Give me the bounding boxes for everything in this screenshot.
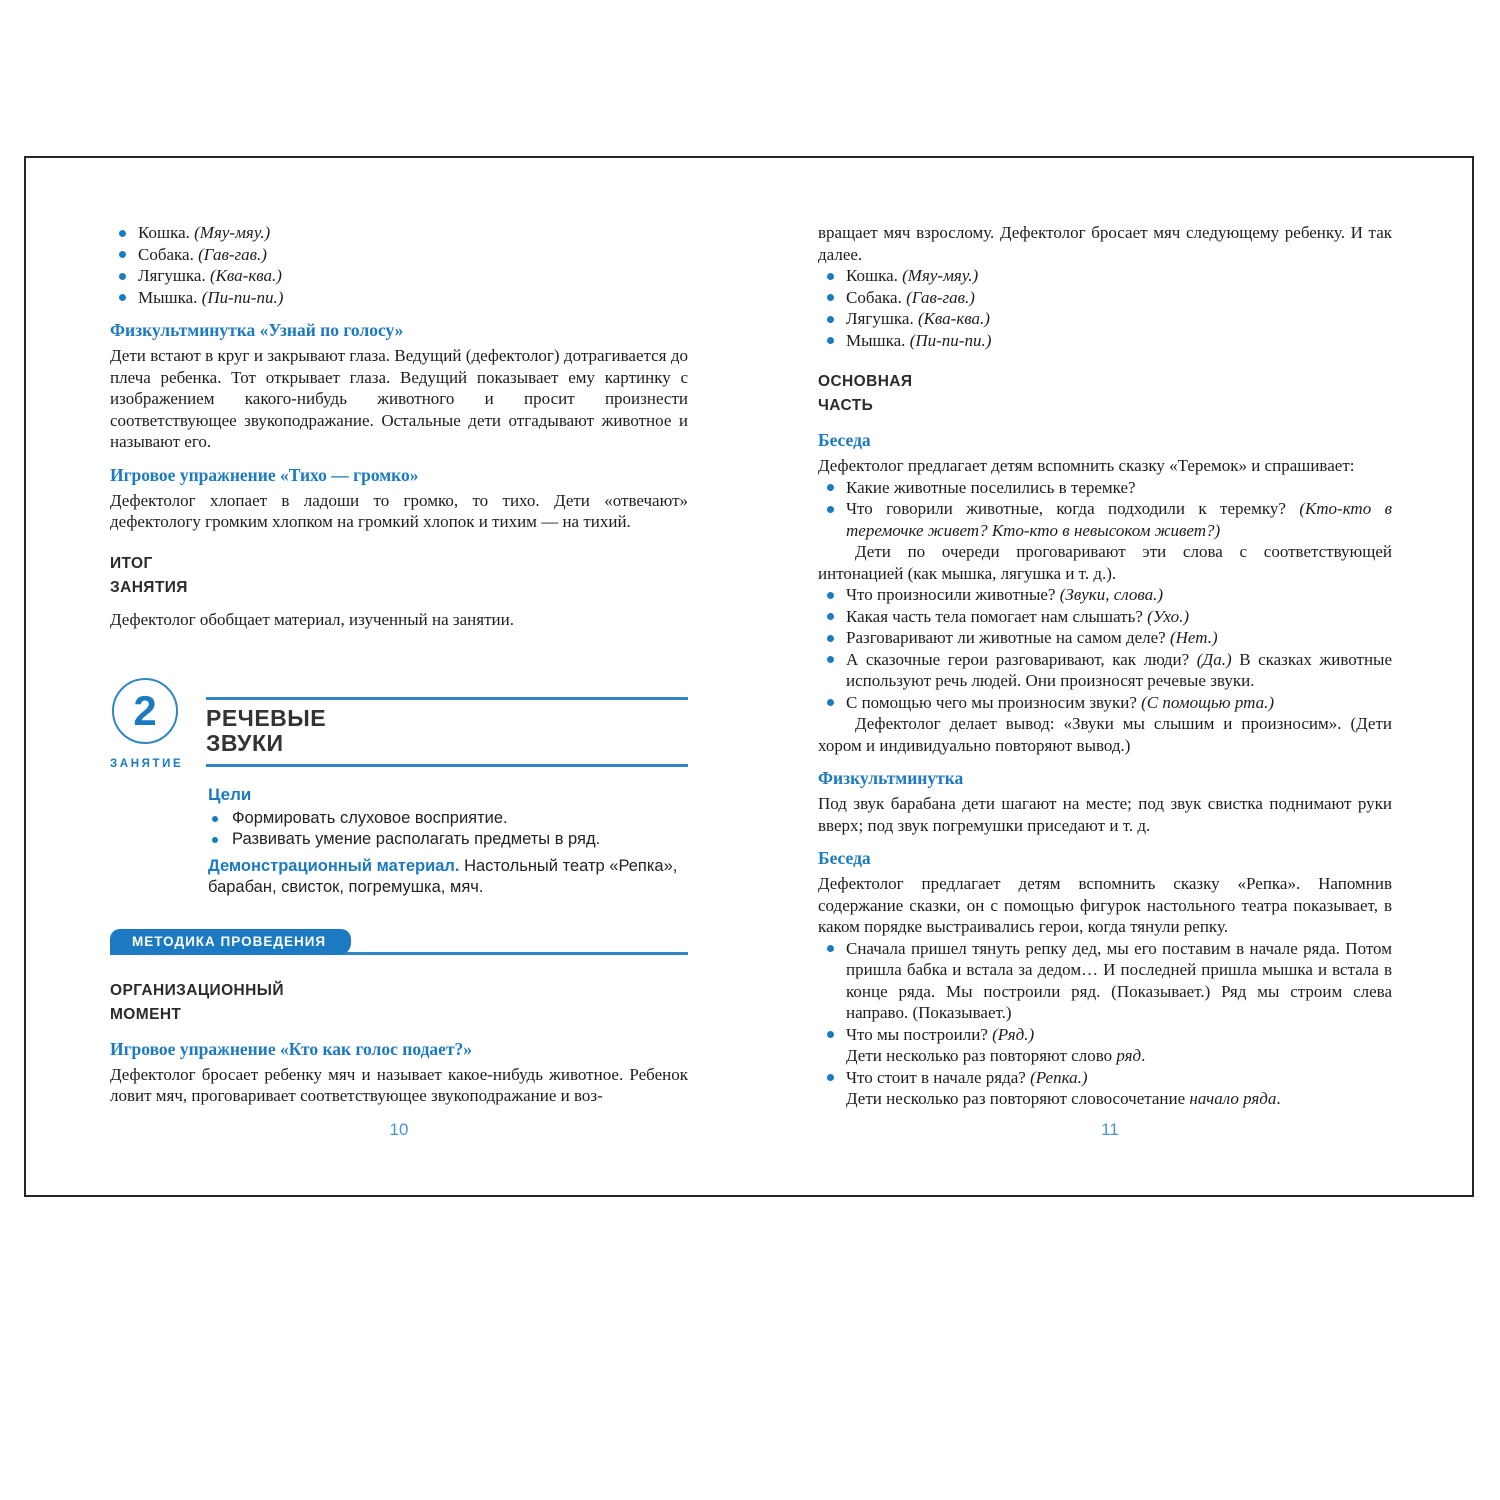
lesson-title-line: ЗВУКИ <box>206 730 284 756</box>
bullet-list <box>818 265 1392 351</box>
list-item <box>818 649 1392 692</box>
text-run: Кошка. <box>846 266 903 285</box>
list-item <box>818 1067 1392 1110</box>
lesson-number: 2 <box>133 687 157 734</box>
text-run: В сказках животные используют речь людей. Они произносят речевые звуки. <box>846 649 1393 690</box>
italic-note: (Ква-ква.) <box>209 266 282 285</box>
stage-heading <box>110 979 688 1027</box>
text-run: Дети несколько раз повторяют словосочетание <box>846 1089 1190 1108</box>
exercise-heading: Игровое упражнение «Тихо — громко» <box>110 464 419 485</box>
exercise-heading: Беседа <box>818 848 871 868</box>
stage-heading <box>110 552 688 600</box>
paragraph <box>818 873 1392 938</box>
exercise-heading: Физкультминутка <box>818 768 964 788</box>
text-run: Что стоит в начале ряда? <box>846 1067 1031 1087</box>
lesson-number-circle <box>112 678 178 744</box>
book-spread <box>24 156 1474 1197</box>
text-run: Собака. <box>846 287 907 307</box>
italic-note: (Ква-ква.) <box>917 309 990 328</box>
lesson-number-block <box>110 678 206 776</box>
text-run: С помощью чего мы произносим звуки? <box>846 692 1142 712</box>
text-run: Лягушка. <box>138 266 210 285</box>
italic-note: (Гав-гав.) <box>198 244 267 264</box>
italic-note: ряд <box>1116 1046 1142 1065</box>
text-run: Дефектолог хлопает в ладоши то громко, то тихо. Дети «отвечают» дефектологу громким хлопком на громкий хлопок и тихим — на тихий. <box>110 490 688 531</box>
text-run: Формировать слуховое восприятие. <box>232 808 508 827</box>
lesson-header <box>110 678 688 776</box>
text-run: Развивать умение располагать предметы в ряд. <box>232 830 601 848</box>
lesson-title <box>206 706 688 756</box>
list-item <box>110 287 688 309</box>
paragraph <box>110 609 688 631</box>
lesson-title-line: РЕЧЕВЫЕ <box>206 705 327 731</box>
list-item <box>818 265 1392 287</box>
text-run: Под звук барабана дети шагают на месте; под звук свистка поднимают руки вверх; под звук погремушки приседают и т. д. <box>818 794 1392 835</box>
text-run: Мышка. <box>846 330 910 350</box>
italic-note: (Ряд.) <box>992 1024 1035 1044</box>
paragraph <box>818 222 1392 265</box>
stage-heading <box>818 370 1392 418</box>
page-number-left: 10 <box>389 1120 409 1139</box>
list-item <box>110 222 688 244</box>
italic-note: (Пи-пи-пи.) <box>909 330 992 350</box>
italic-note: (Пи-пи-пи.) <box>201 287 284 307</box>
text-run: Мышка. <box>138 287 202 307</box>
italic-note: начало ряда <box>1189 1089 1277 1108</box>
list-item <box>818 692 1392 714</box>
text-run: Что мы построили? <box>846 1024 993 1044</box>
bullet-list <box>818 938 1392 1110</box>
italic-note: (Репка.) <box>1030 1067 1088 1087</box>
text-run: Что произносили животные? <box>846 585 1060 604</box>
italic-note: (С помощью рта.) <box>1141 692 1275 712</box>
text-run: Какая часть тела помогает нам слышать? <box>846 606 1148 626</box>
stage-heading-line: ОСНОВНАЯ <box>818 373 913 390</box>
italic-note: (Кто-кто в теремочке живет? Кто-кто в невысоком живет?) <box>846 499 1392 540</box>
italic-note: (Мяу-мяу.) <box>902 266 979 285</box>
text-run: Дефектолог бросает ребенку мяч и называет какое-нибудь животное. Ребенок ловит мяч, проговаривает соответствующее звукоподражание и воз- <box>110 1064 688 1105</box>
text-run: Дефектолог предлагает детям вспомнить сказку «Теремок» и спрашивает: <box>818 456 1355 475</box>
stage-heading-line: ЗАНЯТИЯ <box>110 578 188 596</box>
exercise-heading: Беседа <box>818 430 871 450</box>
bullet-list <box>818 477 1392 542</box>
stage-heading-line: МОМЕНТ <box>110 1005 182 1023</box>
page-number-right: 11 <box>1101 1120 1119 1139</box>
italic-note: (Мяу-мяу.) <box>194 223 271 242</box>
stage-heading-line: ОРГАНИЗАЦИОННЫЙ <box>110 981 284 999</box>
italic-note: (Да.) <box>1196 649 1232 669</box>
list-item <box>818 477 1392 499</box>
text-run: Собака. <box>138 244 199 264</box>
paragraph <box>818 713 1392 756</box>
paragraph <box>110 1064 688 1107</box>
paragraph <box>818 541 1392 584</box>
paragraph <box>818 455 1392 477</box>
list-item <box>110 244 688 266</box>
text-run: Дефектолог делает вывод: «Звуки мы слышим и произносим». (Дети хором и индивидуально повторяют вывод.) <box>818 714 1392 755</box>
list-item <box>818 287 1392 309</box>
text-run: А сказочные герои разговаривают, как люди? <box>846 649 1197 669</box>
paragraph <box>818 793 1392 836</box>
italic-note: (Звуки, слова.) <box>1059 585 1164 604</box>
page-left <box>110 222 688 1107</box>
list-item <box>818 938 1392 1024</box>
stage-heading-line: ИТОГ <box>110 554 153 572</box>
list-item <box>818 308 1392 330</box>
paragraph <box>110 345 688 453</box>
text-run: Дети несколько раз повторяют слово <box>846 1046 1117 1065</box>
lesson-title-block <box>206 697 688 767</box>
text-run: Дети по очереди проговаривают эти слова с соответствующей интонацией (как мышка, лягушка и т. д.). <box>818 542 1392 583</box>
exercise-heading: Игровое упражнение «Кто как голос подает?» <box>110 1038 473 1059</box>
lesson-label: ЗАНЯТИЕ <box>110 758 184 770</box>
italic-note: (Нет.) <box>1169 628 1218 647</box>
text-run: . <box>1276 1089 1281 1108</box>
demo-material-text: Настольный театр «Репка», барабан, свисток, погремушка, мяч. <box>208 856 678 896</box>
text-run: . <box>1141 1046 1146 1065</box>
list-item <box>818 584 1392 606</box>
list-item <box>818 330 1392 352</box>
goal-list <box>208 808 688 851</box>
text-run: Кошка. <box>138 223 195 242</box>
list-item <box>818 606 1392 628</box>
bullet-list <box>110 222 688 308</box>
text-run: Разговаривают ли животные на самом деле? <box>846 628 1170 647</box>
demo-material-label: Демонстрационный материал. <box>208 856 460 875</box>
stage-heading-line: ЧАСТЬ <box>818 397 874 414</box>
method-badge-rule <box>110 929 688 955</box>
list-item <box>208 829 688 851</box>
list-item <box>110 265 688 287</box>
text-run: вращает мяч взрослому. Дефектолог бросает мяч следующему ребенку. И так далее. <box>818 223 1392 264</box>
goals-heading: Цели <box>208 784 252 804</box>
text-run: Лягушка. <box>846 309 918 328</box>
text-run: Какие животные поселились в теремке? <box>846 477 1136 497</box>
demo-material <box>208 856 688 899</box>
list-item <box>818 498 1392 541</box>
bullet-list <box>818 584 1392 713</box>
list-item <box>818 627 1392 649</box>
method-badge: МЕТОДИКА ПРОВЕДЕНИЯ <box>110 929 351 955</box>
text-run: Дефектолог предлагает детям вспомнить сказку «Репка». Напомнив содержание сказки, он с помощью фигурок настольного театра показывает, в каком порядке выстраивались герои, когда тянули репку. <box>818 874 1392 936</box>
list-item <box>208 808 688 830</box>
exercise-heading: Физкультминутка «Узнай по голосу» <box>110 320 404 340</box>
text-run: Дети встают в круг и закрывают глаза. Ведущий (дефектолог) дотрагивается до плеча ребенка. Тот открывает глаза. Ведущий показывает ему картинку с изображением какого-нибудь животного и просит произнести соответствующее звукоподражание. Остальные дети отгадывают животное и называют его. <box>110 346 688 451</box>
text-run: Сначала пришел тянуть репку дед, мы его поставим в начале ряда. Потом пришла бабка и встала за дедом… И последней пришла мышка и встала в конце ряда. Мы построили ряд. (Показывает.) Ряд мы строим слева направо. (Показывает.) <box>846 938 1392 1022</box>
italic-note: (Ухо.) <box>1147 606 1189 626</box>
italic-note: (Гав-гав.) <box>906 287 975 307</box>
text-run: Что говорили животные, когда подходили к теремку? <box>846 499 1300 518</box>
page-right <box>818 222 1392 1110</box>
list-item <box>818 1024 1392 1067</box>
paragraph <box>110 490 688 533</box>
text-run: Дефектолог обобщает материал, изученный на занятии. <box>110 609 514 629</box>
